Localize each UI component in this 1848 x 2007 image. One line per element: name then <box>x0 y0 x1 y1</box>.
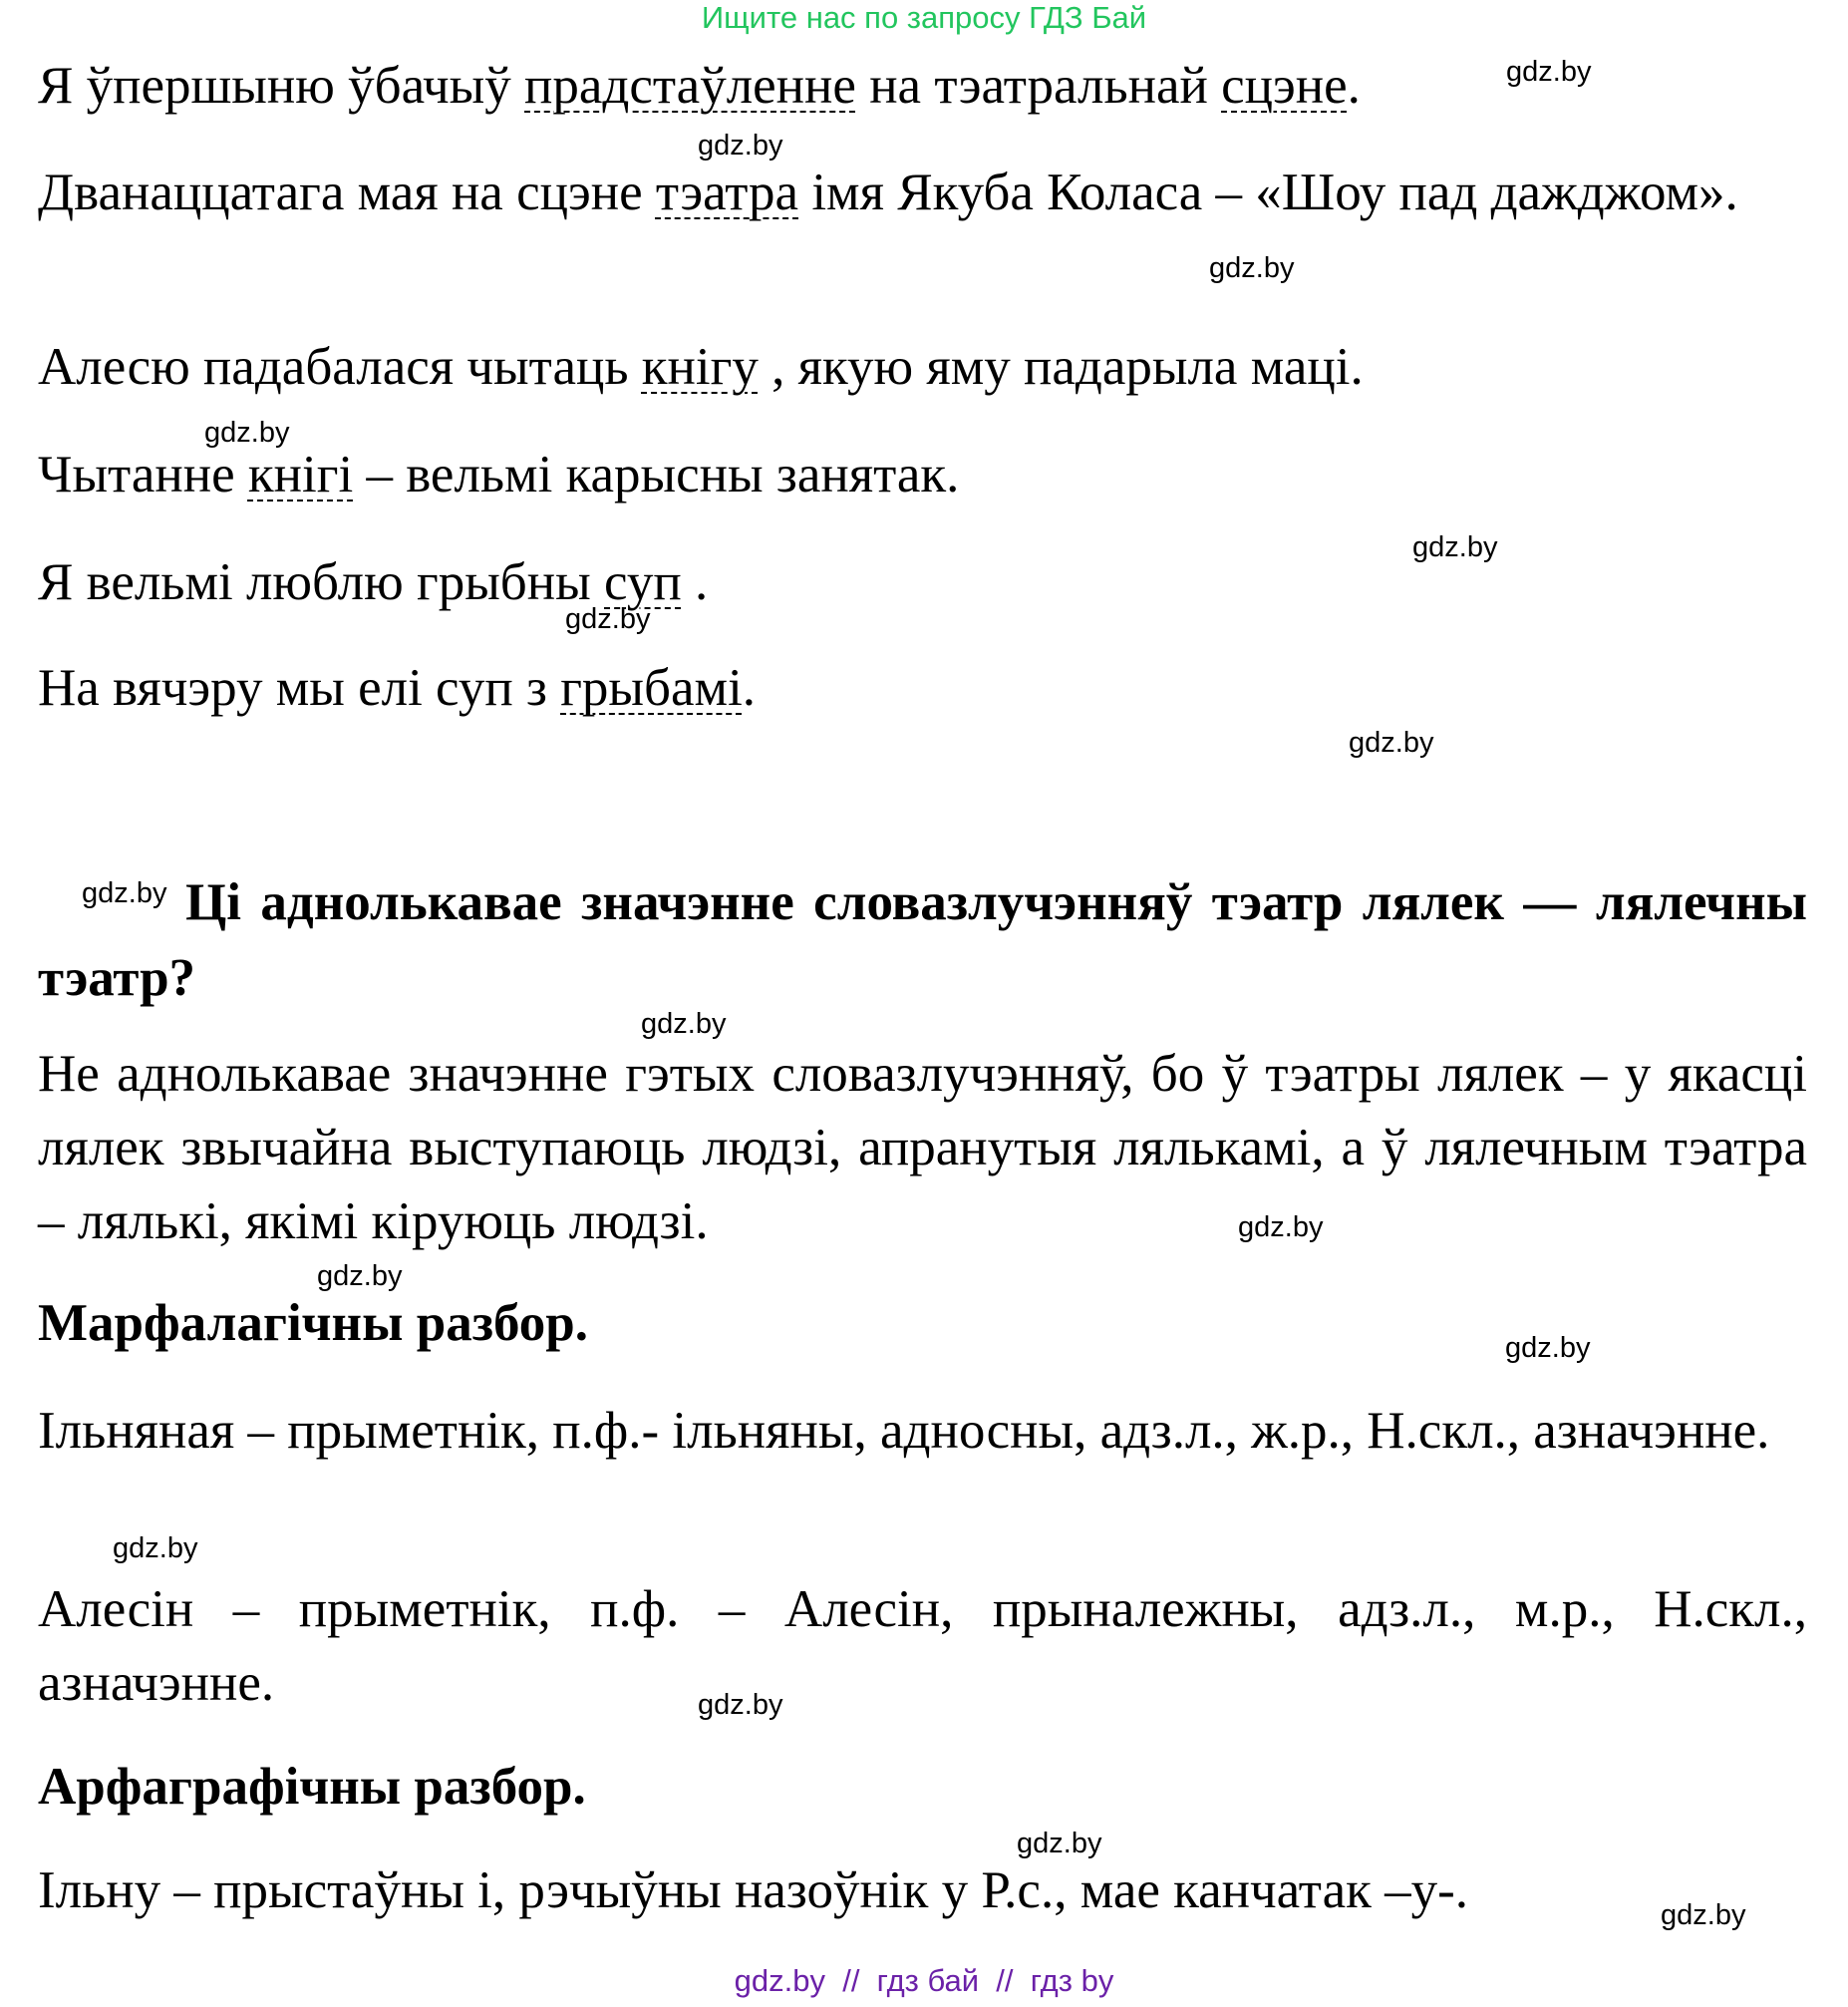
watermark: gdz.by <box>1505 1332 1591 1364</box>
underlined-word: тэатра <box>655 164 799 221</box>
underlined-word: кнігу <box>641 338 759 396</box>
sentence-4: Чытанне кнігі – вельмі карысны занятак. <box>38 446 960 503</box>
footer-links[interactable]: gdz.by // гдз бай // гдз by <box>734 1963 1114 1998</box>
watermark: gdz.by <box>113 1532 198 1564</box>
watermark: gdz.by <box>698 130 783 162</box>
watermark: gdz.by <box>82 877 167 909</box>
top-banner[interactable]: Ищите нас по запросу ГДЗ Бай <box>701 0 1147 35</box>
sentence-6: На вячэру мы елі суп з грыбамі. <box>38 659 757 717</box>
watermark: gdz.by <box>641 1008 727 1040</box>
watermark: gdz.by <box>1209 252 1295 284</box>
underlined-word: суп <box>604 553 682 611</box>
watermark: gdz.by <box>1349 727 1434 759</box>
underlined-word: прадстаўленне <box>524 57 856 115</box>
watermark: gdz.by <box>698 1689 783 1721</box>
watermark: gdz.by <box>565 603 651 635</box>
sentence-5: Я вельмі люблю грыбны суп . <box>38 553 709 611</box>
watermark: gdz.by <box>204 417 290 449</box>
ortho-heading: Арфаграфічны разбор. <box>38 1758 586 1816</box>
ortho-item-1: Ільну – прыстаўны і, рэчыўны назоўнік у Р.с., мае канчатак –у-. <box>38 1861 1469 1919</box>
answer-paragraph: Не аднолькавае значэнне гэтых словазлучэнняў, бо ў тэатры лялек – у якасці лялек звычайна выступаюць людзі, апранутыя лялькамі, а ў лялечным тэатра – лялькі, якімі кіруюць людзі. <box>38 1045 1807 1250</box>
watermark: gdz.by <box>1412 531 1498 563</box>
watermark: gdz.by <box>1661 1899 1746 1931</box>
underlined-word: сцэне <box>1221 57 1348 115</box>
sentence-3: Алесю падабалася чытаць кнігу , якую яму падарыла маці. <box>38 338 1364 396</box>
morph-heading: Марфалагічны разбор. <box>38 1294 589 1352</box>
watermark: gdz.by <box>1017 1828 1102 1859</box>
morph-item-1: Ільняная – прыметнік, п.ф.- ільняны, адносны, адз.л., ж.р., Н.скл., азначэнне. <box>38 1402 1770 1460</box>
underlined-word: грыбамі <box>560 659 743 717</box>
sentence-2: Дванаццатага мая на сцэне тэатра імя Якуба Коласа – «Шоу пад дажджом». <box>38 164 1738 221</box>
question-heading: Ці аднолькавае значэнне словазлучэнняў тэатр лялек — лялечны тэатр? <box>38 873 1807 1007</box>
watermark: gdz.by <box>1506 56 1592 88</box>
sentence-1: Я ўпершыню ўбачыў прадстаўленне на тэатральнай сцэне. <box>38 57 1361 115</box>
watermark: gdz.by <box>1238 1211 1324 1243</box>
underlined-word: кнігі <box>247 446 354 503</box>
watermark: gdz.by <box>317 1260 403 1292</box>
morph-item-2: Алесін – прыметнік, п.ф. – Алесін, прыналежны, адз.л., м.р., Н.скл., азначэнне. <box>38 1580 1807 1712</box>
